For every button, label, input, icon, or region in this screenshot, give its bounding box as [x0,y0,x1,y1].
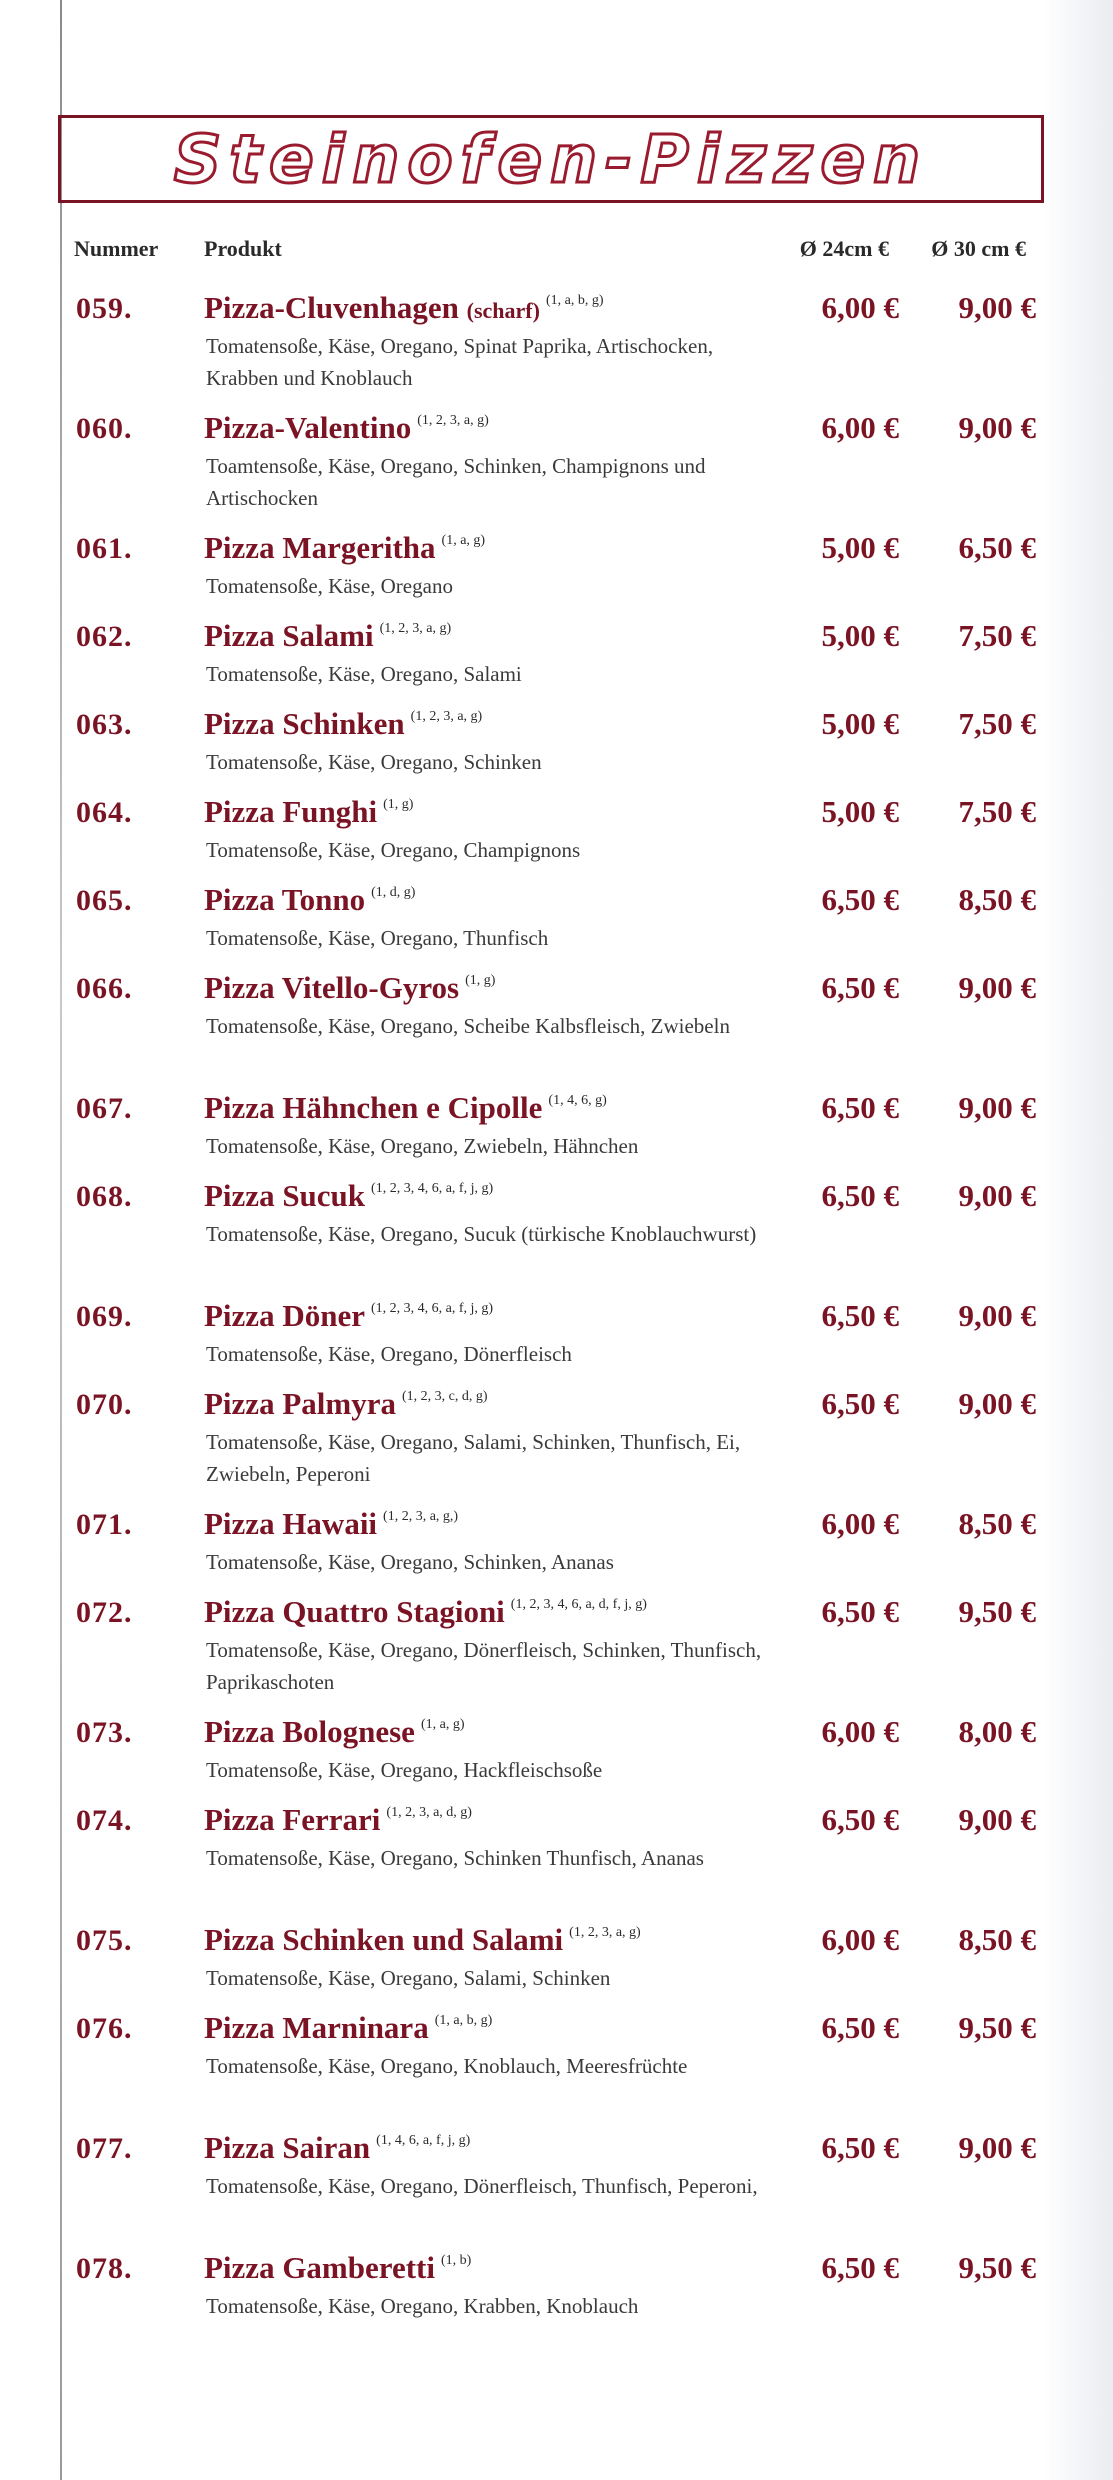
item-allergen-codes: (1, 2, 3, a, g) [569,1925,641,1940]
item-description: Tomatensoße, Käse, Oregano, Hackfleischsoße [206,1758,603,1782]
item-description: Tomatensoße, Käse, Oregano, Dönerfleisch [206,1342,572,1366]
item-description: Tomatensoße, Käse, Oregano, Dönerfleisch, Schinken, Thunfisch, Paprikaschoten [206,1638,762,1694]
item-name: Pizza Palmyra [204,1386,396,1421]
item-price-24cm: 5,00 € [821,794,899,829]
item-number: 060. [76,412,133,445]
item-price-24cm: 6,50 € [821,1386,899,1421]
item-price-30cm: 9,00 € [958,290,1036,325]
item-description: Tomatensoße, Käse, Oregano, Scheibe Kalbsfleisch, Zwiebeln [206,1014,730,1038]
item-price-30cm: 9,50 € [958,2250,1036,2285]
item-name-line [204,1594,647,1630]
menu-item [74,2242,1044,2328]
item-description: Tomatensoße, Käse, Oregano, Salami [206,662,522,686]
item-name-line [204,2130,470,2166]
item-allergen-codes: (1, 2, 3, a, g) [417,413,489,428]
item-number: 068. [76,1180,133,1213]
item-number: 069. [76,1300,133,1333]
menu-item [74,522,1044,608]
item-price-24cm: 6,50 € [821,2250,899,2285]
item-price-24cm: 5,00 € [821,530,899,565]
item-name: Pizza-Valentino [204,410,412,445]
item-description: Tomatensoße, Käse, Oregano, Schinken [206,750,542,774]
menu-item [74,1706,1044,1792]
menu-item [74,1794,1044,1912]
menu-item [74,2122,1044,2240]
header-number: Nummer [74,236,159,261]
item-price-24cm: 6,00 € [821,410,899,445]
item-name-line [204,1802,472,1838]
menu-item [74,2002,1044,2120]
menu-item [74,962,1044,1080]
menu-item [74,1914,1044,2000]
item-name: Pizza Marninara [204,2010,429,2045]
item-name: Pizza Bolognese [204,1714,415,1749]
item-description: Tomatensoße, Käse, Oregano, Champignons [206,838,581,862]
item-name-line [204,706,482,742]
item-allergen-codes: (1, 2, 3, a, d, g) [386,1805,472,1820]
item-price-30cm: 8,50 € [958,1506,1036,1541]
menu-item [74,282,1044,400]
item-number: 065. [76,884,133,917]
item-allergen-codes: (1, 2, 3, 4, 6, a, f, j, g) [370,1301,494,1316]
item-price-24cm: 6,50 € [821,1090,899,1125]
item-price-24cm: 6,50 € [821,970,899,1005]
item-price-24cm: 5,00 € [821,618,899,653]
item-description: Tomatensoße, Käse, Oregano, Schinken Thunfisch, Ananas [206,1846,704,1870]
item-name-line [204,1714,464,1750]
item-price-30cm: 8,50 € [958,882,1036,917]
menu-item [74,1082,1044,1168]
item-allergen-codes: (1, 4, 6, g) [548,1093,607,1108]
item-allergen-codes: (1, 2, 3, 4, 6, a, f, j, g) [371,1181,494,1196]
item-name: Pizza Vitello-Gyros [204,970,460,1005]
item-number: 078. [76,2252,133,2285]
item-description: Tomatensoße, Käse, Oregano, Zwiebeln, Hähnchen [206,1134,639,1158]
item-name: Pizza Schinken [204,706,405,741]
item-price-24cm: 6,00 € [821,1922,899,1957]
item-name: Pizza Sucuk [204,1178,366,1213]
header-product: Produkt [204,236,282,261]
item-allergen-codes: (1, g) [383,797,414,812]
item-number: 066. [76,972,133,1005]
menu-item [74,874,1044,960]
menu-item [74,1378,1044,1496]
item-allergen-codes: (1, 2, 3, 4, 6, a, d, f, j, g) [510,1597,647,1612]
item-name-line [204,410,489,446]
item-description: Tomatensoße, Käse, Oregano, Spinat Paprika, Artischocken, Krabben und Knoblauch [206,334,714,390]
menu-item [74,786,1044,872]
item-name-line [204,794,413,830]
item-name: Pizza Tonno [204,882,366,917]
item-name-line [204,2010,492,2046]
item-description: Tomatensoße, Käse, Oregano [206,574,453,598]
item-name: Pizza Salami [204,618,374,653]
item-price-24cm: 6,00 € [821,1714,899,1749]
item-price-24cm: 6,50 € [821,1802,899,1837]
item-allergen-codes: (1, 2, 3, a, g) [410,709,483,724]
item-price-30cm: 9,50 € [958,2010,1036,2045]
header-price-24cm: Ø 24cm € [799,236,889,261]
item-price-30cm: 9,00 € [958,2130,1036,2165]
item-price-30cm: 9,00 € [958,1386,1036,1421]
item-number: 070. [76,1388,133,1421]
item-price-30cm: 9,00 € [958,1090,1036,1125]
item-description: Tomatensoße, Käse, Oregano, Thunfisch [206,926,549,950]
item-price-30cm: 9,00 € [958,1802,1036,1837]
item-price-30cm: 9,00 € [958,970,1036,1005]
item-allergen-codes: (1, a, b, g) [434,2013,493,2028]
item-name-line [204,882,415,918]
item-name: Pizza Schinken und Salami [204,1922,564,1957]
item-name: Pizza Hähnchen e Cipolle [204,1090,543,1125]
item-number: 073. [76,1716,133,1749]
item-allergen-codes: (1, 4, 6, a, f, j, g) [376,2133,471,2148]
item-extra-note: (scharf) [466,298,540,323]
item-description: Toamtensoße, Käse, Oregano, Schinken, Champignons und Artischocken [206,454,706,510]
item-description: Tomatensoße, Käse, Oregano, Sucuk (türkische Knoblauchwurst) [206,1222,757,1246]
item-name: Pizza Funghi [204,794,378,829]
item-name: Pizza Ferrari [204,1802,381,1837]
item-description: Tomatensoße, Käse, Oregano, Dönerfleisch, Thunfisch, Peperoni, [206,2174,758,2198]
item-price-30cm: 9,50 € [958,1594,1036,1629]
item-name-line [204,1506,458,1542]
item-description: Tomatensoße, Käse, Oregano, Schinken, Ananas [206,1550,614,1574]
menu-item [74,1170,1044,1288]
header-price-30cm: Ø 30 cm € [931,236,1026,261]
item-number: 061. [76,532,133,565]
item-number: 071. [76,1508,133,1541]
item-name: Pizza Hawaii [204,1506,378,1541]
page-title: Steinofen-Pizzen [173,120,929,198]
item-number: 067. [76,1092,133,1125]
item-price-24cm: 5,00 € [821,706,899,741]
item-name: Pizza Gamberetti [204,2250,435,2285]
item-name-line [204,290,603,326]
item-price-30cm: 9,00 € [958,1178,1036,1213]
item-description: Tomatensoße, Käse, Oregano, Salami, Schinken, Thunfisch, Ei, Zwiebeln, Peperoni [206,1430,741,1486]
item-number: 076. [76,2012,133,2045]
item-price-24cm: 6,50 € [821,882,899,917]
item-price-24cm: 6,50 € [821,2130,899,2165]
item-number: 074. [76,1804,133,1837]
item-name: Pizza-Cluvenhagen [204,290,459,325]
item-name: Pizza Quattro Stagioni [204,1594,505,1629]
item-number: 059. [76,292,133,325]
item-name-line [204,618,451,654]
item-name-line [204,2250,471,2286]
item-price-30cm: 7,50 € [958,794,1036,829]
item-name-line [204,1090,607,1126]
item-description: Tomatensoße, Käse, Oregano, Salami, Schinken [206,1966,611,1990]
item-price-30cm: 6,50 € [958,530,1036,565]
column-header [74,236,1034,266]
item-number: 063. [76,708,133,741]
item-number: 077. [76,2132,133,2165]
item-price-24cm: 6,50 € [821,1178,899,1213]
menu-item [74,1290,1044,1376]
item-name: Pizza Döner [204,1298,365,1333]
menu-item [74,610,1044,696]
item-number: 062. [76,620,133,653]
item-price-24cm: 6,50 € [821,2010,899,2045]
item-number: 064. [76,796,133,829]
item-name-line [204,1298,493,1334]
item-price-24cm: 6,50 € [821,1298,899,1333]
item-name-line [204,970,495,1006]
item-price-24cm: 6,00 € [821,290,899,325]
menu-item [74,402,1044,520]
item-price-24cm: 6,00 € [821,1506,899,1541]
item-price-30cm: 8,00 € [958,1714,1036,1749]
item-price-30cm: 9,00 € [958,410,1036,445]
pizza-menu-list [74,282,1044,2330]
item-allergen-codes: (1, d, g) [371,885,416,900]
item-allergen-codes: (1, 2, 3, c, d, g) [401,1389,488,1404]
menu-item [74,1586,1044,1704]
item-allergen-codes: (1, 2, 3, a, g,) [383,1509,459,1524]
item-number: 075. [76,1924,133,1957]
item-allergen-codes: (1, g) [465,973,496,988]
menu-item [74,698,1044,784]
item-name-line [204,530,485,566]
page-edge-shade [1043,0,1113,2480]
item-allergen-codes: (1, a, g) [441,533,486,548]
item-name-line [204,1178,493,1214]
item-number: 072. [76,1596,133,1629]
menu-item [74,1498,1044,1584]
item-name-line [204,1922,641,1958]
title-banner [58,115,1044,203]
item-description: Tomatensoße, Käse, Oregano, Knoblauch, Meeresfrüchte [206,2054,688,2078]
page-fold-line [60,0,62,2480]
item-name-line [204,1386,488,1422]
item-name: Pizza Sairan [204,2130,371,2165]
item-allergen-codes: (1, b) [440,2253,472,2268]
item-allergen-codes: (1, a, g) [420,1717,465,1732]
item-description: Tomatensoße, Käse, Oregano, Krabben, Knoblauch [206,2294,639,2318]
item-allergen-codes: (1, 2, 3, a, g) [379,621,452,636]
item-price-30cm: 7,50 € [958,706,1036,741]
item-price-30cm: 7,50 € [958,618,1036,653]
item-price-30cm: 8,50 € [958,1922,1036,1957]
item-allergen-codes: (1, a, b, g) [545,293,604,308]
item-name: Pizza Margeritha [204,530,436,565]
item-price-30cm: 9,00 € [958,1298,1036,1333]
item-price-24cm: 6,50 € [821,1594,899,1629]
